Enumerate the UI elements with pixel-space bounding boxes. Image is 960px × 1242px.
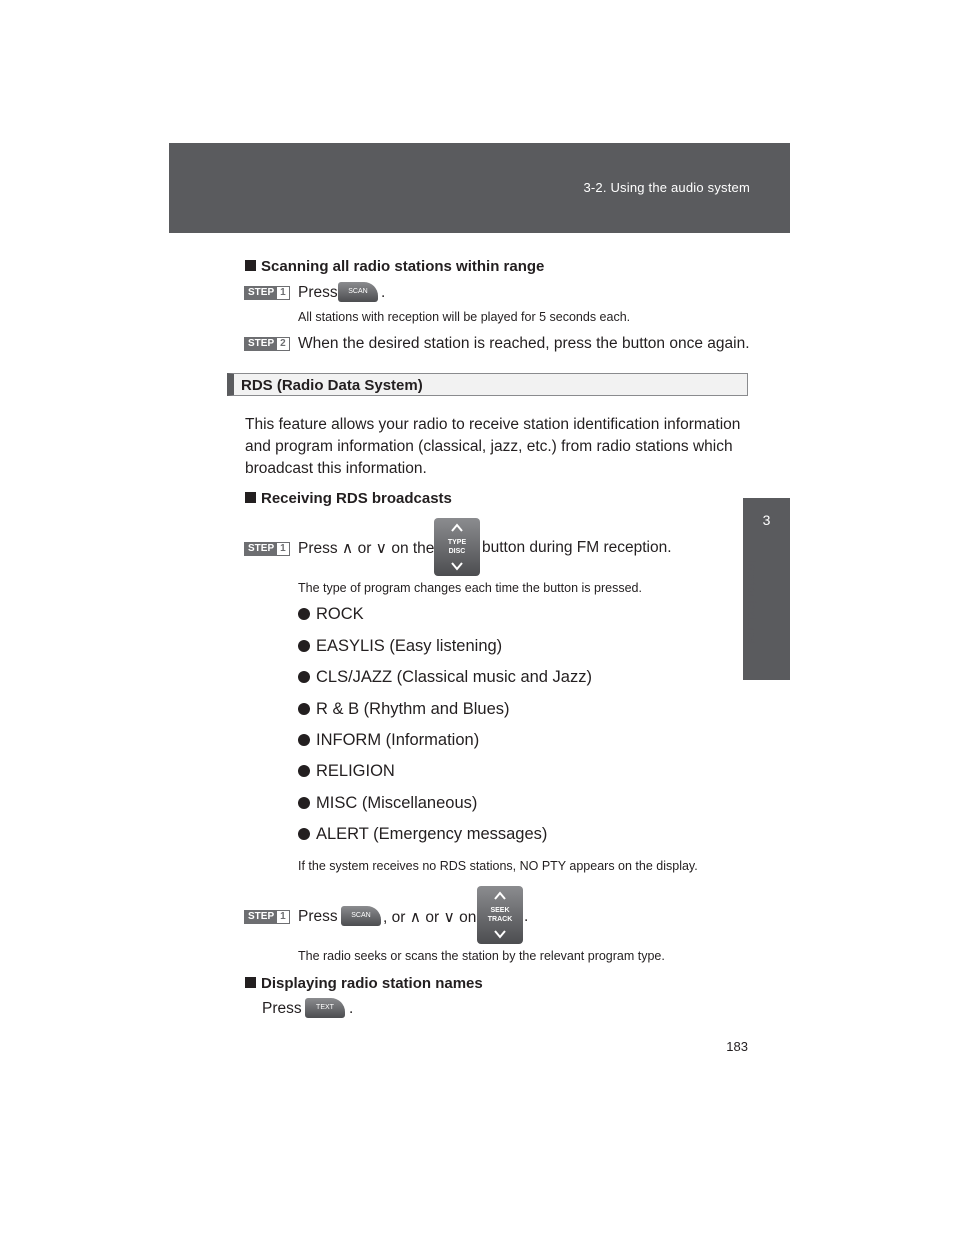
type-disc-button-image: TYPE DISC	[434, 518, 480, 576]
step-badge: STEP 1	[244, 542, 290, 556]
step-badge: STEP 2	[244, 337, 290, 351]
scan-button-image: SCAN	[341, 906, 381, 926]
section-title: 3-2. Using the audio system	[583, 180, 750, 195]
display-heading: Displaying radio station names	[245, 975, 483, 992]
text-button-image: TEXT	[305, 998, 345, 1018]
seek-track-button-image: SEEK TRACK	[477, 886, 523, 944]
step-badge: STEP 1	[244, 910, 290, 924]
square-bullet-icon	[245, 260, 256, 271]
program-type-item: R & B (Rhythm and Blues)	[298, 700, 510, 719]
chevron-up-icon	[493, 890, 507, 902]
scan-step-1-end: .	[381, 284, 386, 301]
rds-title: RDS (Radio Data System)	[241, 377, 423, 394]
scan-step-1: STEP 1 Press	[244, 284, 338, 302]
scan-heading: Scanning all radio stations within range	[245, 258, 544, 275]
rds-description: This feature allows your radio to receive station identification information and program information (classical, jazz, etc.) from radio stations which broadcast this information.	[245, 416, 741, 477]
program-type-item: RELIGION	[298, 762, 395, 781]
no-pty-note: If the system receives no RDS stations, NO PTY appears on the display.	[298, 859, 698, 873]
seek-step-end: .	[524, 908, 529, 925]
step-badge: STEP 1	[244, 286, 290, 300]
seek-step-mid: , or ∧ or ∨ on	[383, 909, 477, 926]
scan-step-2: STEP 2 When the desired station is reached, press the button once again.	[244, 335, 750, 353]
display-press: Press	[262, 1000, 302, 1017]
receiving-step-1-end: button during FM reception.	[482, 539, 672, 556]
square-bullet-icon	[245, 492, 256, 503]
seek-step-1: STEP 1 Press	[244, 908, 338, 926]
scan-button-image: SCAN	[338, 282, 378, 302]
program-type-item: CLS/JAZZ (Classical music and Jazz)	[298, 668, 592, 687]
scan-note: All stations with reception will be played for 5 seconds each.	[298, 310, 631, 324]
program-type-item: ALERT (Emergency messages)	[298, 825, 547, 844]
program-type-item: EASYLIS (Easy listening)	[298, 637, 502, 656]
chevron-down-icon	[493, 928, 507, 940]
chevron-up-icon	[450, 522, 464, 534]
page-number: 183	[726, 1039, 748, 1054]
chevron-down-icon	[450, 560, 464, 572]
square-bullet-icon	[245, 977, 256, 988]
program-type-item: INFORM (Information)	[298, 731, 479, 750]
chapter-label: Interior features	[745, 560, 759, 645]
program-type-item: ROCK	[298, 605, 364, 624]
display-end: .	[349, 1000, 354, 1017]
seek-note: The radio seeks or scans the station by the relevant program type.	[298, 949, 665, 963]
type-note: The type of program changes each time the button is pressed.	[298, 581, 642, 595]
chapter-number: 3	[762, 512, 771, 528]
program-type-item: MISC (Miscellaneous)	[298, 794, 477, 813]
receiving-heading: Receiving RDS broadcasts	[245, 490, 452, 507]
receiving-step-1: STEP 1 Press ∧ or ∨ on the	[244, 539, 434, 558]
